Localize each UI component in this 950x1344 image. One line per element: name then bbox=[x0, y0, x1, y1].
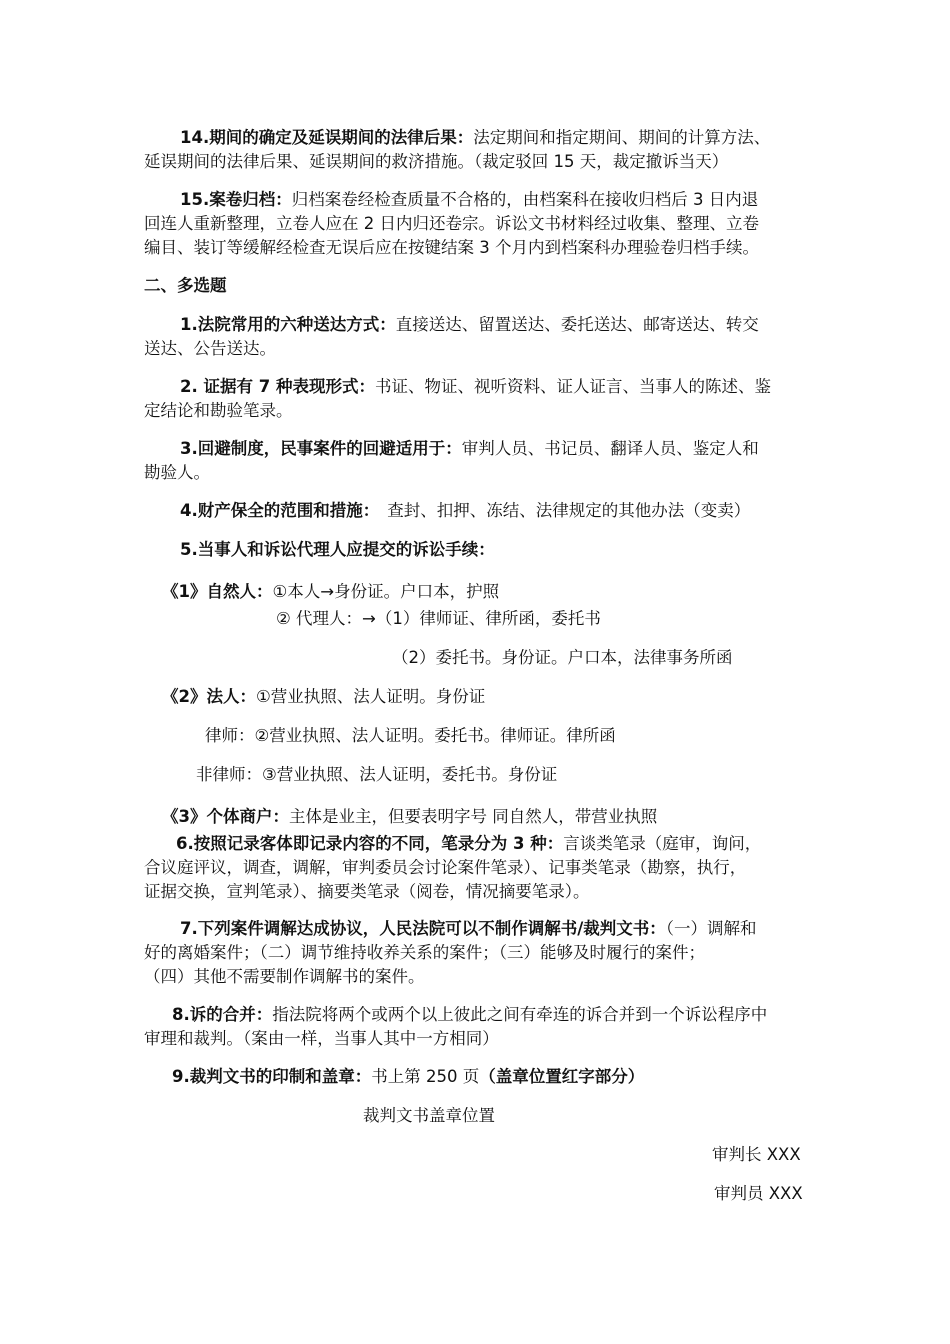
natural-person-title: 《1》自然人： bbox=[162, 582, 273, 601]
natural-person-line-2: ② 代理人：→（1）律师证、律所函，委托书 bbox=[276, 609, 601, 628]
lawyer-docs: ②营业执照、法人证明。委托书。律师证。律所函 bbox=[254, 726, 616, 745]
mc-4-line-1 bbox=[180, 499, 750, 523]
lawyer-label: 律师： bbox=[205, 726, 255, 745]
non-lawyer-label: 非律师： bbox=[196, 765, 262, 784]
item-15-line-3: 编目、装订等缓解经检查无误后应在按键结案 3 个月内到档案科办理验卷归档手续。 bbox=[144, 238, 759, 257]
mc-2-text: 书证、物证、视听资料、证人证言、当事人的陈述、鉴 bbox=[374, 377, 771, 396]
mc-7-text: （一）调解和 bbox=[665, 919, 757, 938]
mc-7-line-3: （四）其他不需要制作调解书的案件。 bbox=[144, 967, 425, 986]
mc-1-title: 1.法院常用的六种送达方式： bbox=[180, 315, 396, 334]
presiding-judge-line: 审判长 XXX bbox=[712, 1145, 801, 1164]
non-lawyer-docs: ③营业执照、法人证明，委托书。身份证 bbox=[262, 765, 558, 784]
individual-business-title: 《3》个体商户： bbox=[162, 807, 289, 826]
item-15-line-1 bbox=[180, 188, 758, 212]
mc-6-line-1 bbox=[176, 832, 761, 856]
natural-person-1: ①本人→身份证。户口本，护照 bbox=[272, 582, 500, 601]
mc-6-num: 6 bbox=[176, 834, 188, 853]
mc-9-title: 9.裁判文书的印制和盖章： bbox=[172, 1067, 372, 1086]
stamp-position-label: 裁判文书盖章位置 bbox=[363, 1106, 495, 1125]
mc-3-line-2: 勘验人。 bbox=[144, 463, 210, 482]
mc-9-line-1 bbox=[172, 1065, 644, 1089]
non-lawyer-line bbox=[196, 763, 557, 787]
mc-2-title: 2. 证据有 7 种表现形式： bbox=[180, 377, 375, 396]
mc-5-title-text: 5.当事人和诉讼代理人应提交的诉讼手续： bbox=[180, 540, 495, 559]
mc-4-title: 4.财产保全的范围和措施： bbox=[180, 501, 380, 520]
mc-8-line-2: 审理和裁判。（案由一样，当事人其中一方相同） bbox=[144, 1029, 499, 1048]
item-15-text: 归档案卷经检查质量不合格的，由档案科在接收归档后 3 日内退 bbox=[291, 190, 759, 209]
item-14-line-1 bbox=[180, 126, 770, 150]
item-15-line-2: 回连人重新整理，立卷人应在 2 日内归还卷宗。诉讼文书材料经过收集、整理、立卷 bbox=[144, 214, 759, 233]
mc-2-line-2: 定结论和勘验笔录。 bbox=[144, 401, 293, 420]
mc-4-text: 查封、扣押、冻结、法律规定的其他办法（变卖） bbox=[387, 501, 751, 520]
item-15-title: 15.案卷归档： bbox=[180, 190, 292, 209]
individual-business-text: 主体是业主，但要表明字号 同自然人，带营业执照 bbox=[288, 807, 658, 826]
legal-person-1: ①营业执照、法人证明。身份证 bbox=[255, 687, 486, 706]
mc-1-line-1 bbox=[180, 313, 759, 337]
mc-8-text: 指法院将两个或两个以上彼此之间有牵连的诉合并到一个诉讼程序中 bbox=[272, 1005, 768, 1024]
mc-3-text: 审判人员、书记员、翻译人员、鉴定人和 bbox=[461, 439, 759, 458]
item-14-title: 14.期间的确定及延误期间的法律后果： bbox=[180, 128, 474, 147]
item-14-line-2: 延误期间的法律后果、延误期间的救济措施。（裁定驳回 15 天，裁定撤诉当天） bbox=[144, 152, 729, 171]
mc-8-line-1 bbox=[172, 1003, 767, 1027]
mc-6-line-2: 合议庭评议，调查，调解，审判委员会讨论案件笔录）、记事类笔录（勘察，执行， bbox=[144, 858, 747, 877]
legal-person-line bbox=[162, 685, 485, 709]
mc-6-text: 言谈类笔录（庭审，询问， bbox=[563, 834, 762, 853]
mc-3-line-1 bbox=[180, 437, 759, 461]
mc-7-title: 7.下列案件调解达成协议，人民法院可以不制作调解书/裁判文书： bbox=[180, 919, 666, 938]
mc-1-line-2: 送达、公告送达。 bbox=[144, 339, 276, 358]
item-14-text: 法定期间和指定期间、期间的计算方法、 bbox=[473, 128, 771, 147]
mc-9-note: （盖章位置红字部分） bbox=[479, 1067, 645, 1086]
mc-6-title: .按照记录客体即记录内容的不同，笔录分为 3 种： bbox=[187, 834, 564, 853]
natural-person-line-3: （2）委托书。身份证。户口本，法律事务所函 bbox=[392, 648, 733, 667]
judge-line: 审判员 XXX bbox=[714, 1184, 803, 1203]
natural-person-line-1 bbox=[162, 580, 499, 604]
mc-9-text: 书上第 250 页 bbox=[371, 1067, 480, 1086]
mc-1-text: 直接送达、留置送达、委托送达、邮寄送达、转交 bbox=[395, 315, 759, 334]
lawyer-line bbox=[205, 724, 616, 748]
mc-6-line-3: 证据交换，宣判笔录）、摘要类笔录（阅卷，情况摘要笔录）。 bbox=[144, 882, 590, 901]
mc-8-title: 8.诉的合并： bbox=[172, 1005, 273, 1024]
mc-2-line-1 bbox=[180, 375, 771, 399]
mc-5-title bbox=[180, 538, 495, 562]
legal-person-title: 《2》法人： bbox=[162, 687, 256, 706]
mc-7-line-1 bbox=[180, 917, 757, 941]
mc-7-line-2: 好的离婚案件；（二）调节维持收养关系的案件；（三）能够及时履行的案件； bbox=[144, 943, 705, 962]
individual-business-line bbox=[162, 805, 657, 829]
mc-3-title: 3.回避制度，民事案件的回避适用于： bbox=[180, 439, 462, 458]
section-heading-multiple-choice bbox=[144, 274, 227, 298]
heading-text: 二、多选题 bbox=[144, 276, 227, 295]
